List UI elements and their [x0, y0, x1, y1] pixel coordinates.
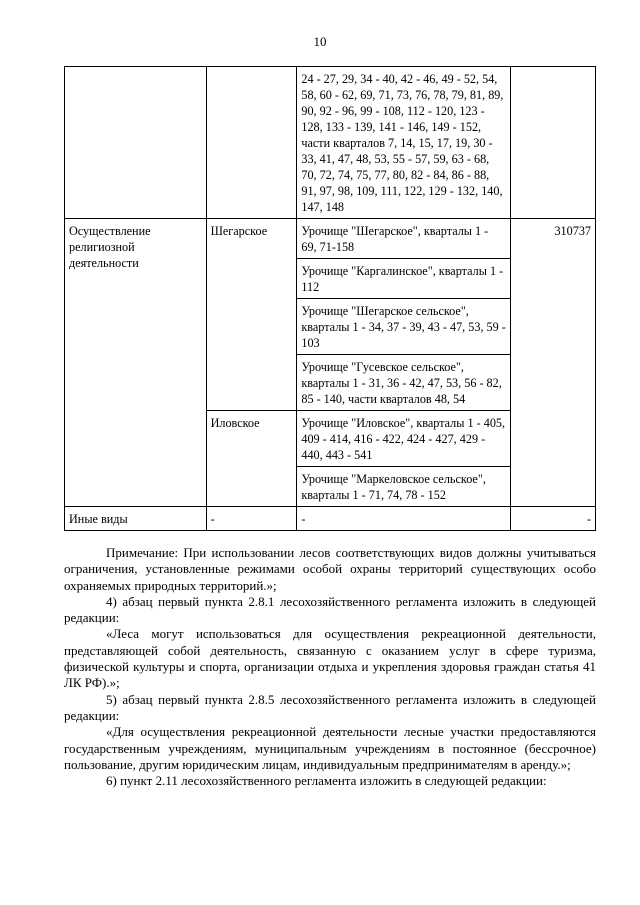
activity-cell — [65, 67, 207, 219]
activity-cell: Иные виды — [65, 507, 207, 531]
area-cell: - — [511, 507, 596, 531]
tract-cell: Урочище "Иловское", кварталы 1 - 405, 409 - 414, 416 - 422, 424 - 427, 429 - 440, 443 - 541 — [297, 411, 511, 467]
paragraph: «Леса могут использоваться для осуществления рекреационной деятельности, представляющей собой деятельность, связанную с оказанием услуг в сфере туризма, физической культуры и спорта, организации отдыха и укрепления здоровья граждан статья 41 ЛК РФ).»; — [64, 626, 596, 691]
page-number: 10 — [313, 34, 327, 49]
forest-use-table — [64, 66, 596, 531]
tract-cell: Урочище "Шегарское", кварталы 1 - 69, 71-158 — [297, 219, 511, 259]
tract-cell: - — [297, 507, 511, 531]
activity-cell: Осуществление религиозной деятельности — [65, 219, 207, 507]
table-row-continuation — [65, 67, 596, 219]
note-paragraph: Примечание: При использовании лесов соответствующих видов должны учитываться ограничения, установленные режимами особой охраны территорий существующих особо охраняемых природных территорий.»; — [64, 545, 596, 593]
table-row — [65, 219, 596, 259]
forestry-cell: Иловское — [206, 411, 297, 507]
forestry-cell: - — [206, 507, 297, 531]
paragraph: 6) пункт 2.11 лесохозяйственного регламента изложить в следующей редакции: — [106, 773, 547, 789]
table-row — [65, 507, 596, 531]
area-cell — [511, 67, 596, 219]
forestry-cell — [206, 67, 297, 219]
tract-cell: Урочище "Шегарское сельское", кварталы 1 - 34, 37 - 39, 43 - 47, 53, 59 - 103 — [297, 299, 511, 355]
tract-cell: Урочище "Каргалинское", кварталы 1 - 112 — [297, 259, 511, 299]
tract-cell: Урочище "Маркеловское сельское", кварталы 1 - 71, 74, 78 - 152 — [297, 467, 511, 507]
paragraph: «Для осуществления рекреационной деятельности лесные участки предоставляются государственным учреждениям, муниципальным учреждениям в постоянное (бессрочное) пользование, другим юридическим лицам, индивидуальным предпринимателям в аренду.»; — [64, 724, 596, 772]
tract-cell: Урочище "Гусевское сельское", кварталы 1 - 31, 36 - 42, 47, 53, 56 - 82, 85 - 140, части кварталов 48, 54 — [297, 355, 511, 411]
paragraph: 5) абзац первый пункта 2.8.5 лесохозяйственного регламента изложить в следующей редакции: — [64, 691, 596, 723]
tract-cell: 24 - 27, 29, 34 - 40, 42 - 46, 49 - 52, 54, 58, 60 - 62, 69, 71, 73, 76, 78, 79, 81, 89, 90, 92 - 96, 99 - 108, 112 - 120, 123 - 128, 133 - 139, 141 - 146, 149 - 152, части кварталов 7, 14, 15, 17, 19, 30 - 33, 41, 47, 48, 53, 55 - 57, 59, 63 - 68, 70, 72, 74, 75, 77, 80, 82 - 84, 86 - 88, 91, 97, 98, 109, 111, 122, 129 - 132, 140, 147, 148 — [297, 67, 511, 219]
body-text — [64, 545, 596, 789]
forestry-cell: Шегарское — [206, 219, 297, 411]
area-cell: 310737 — [511, 219, 596, 507]
paragraph: 4) абзац первый пункта 2.8.1 лесохозяйственного регламента изложить в следующей редакции: — [64, 593, 596, 626]
